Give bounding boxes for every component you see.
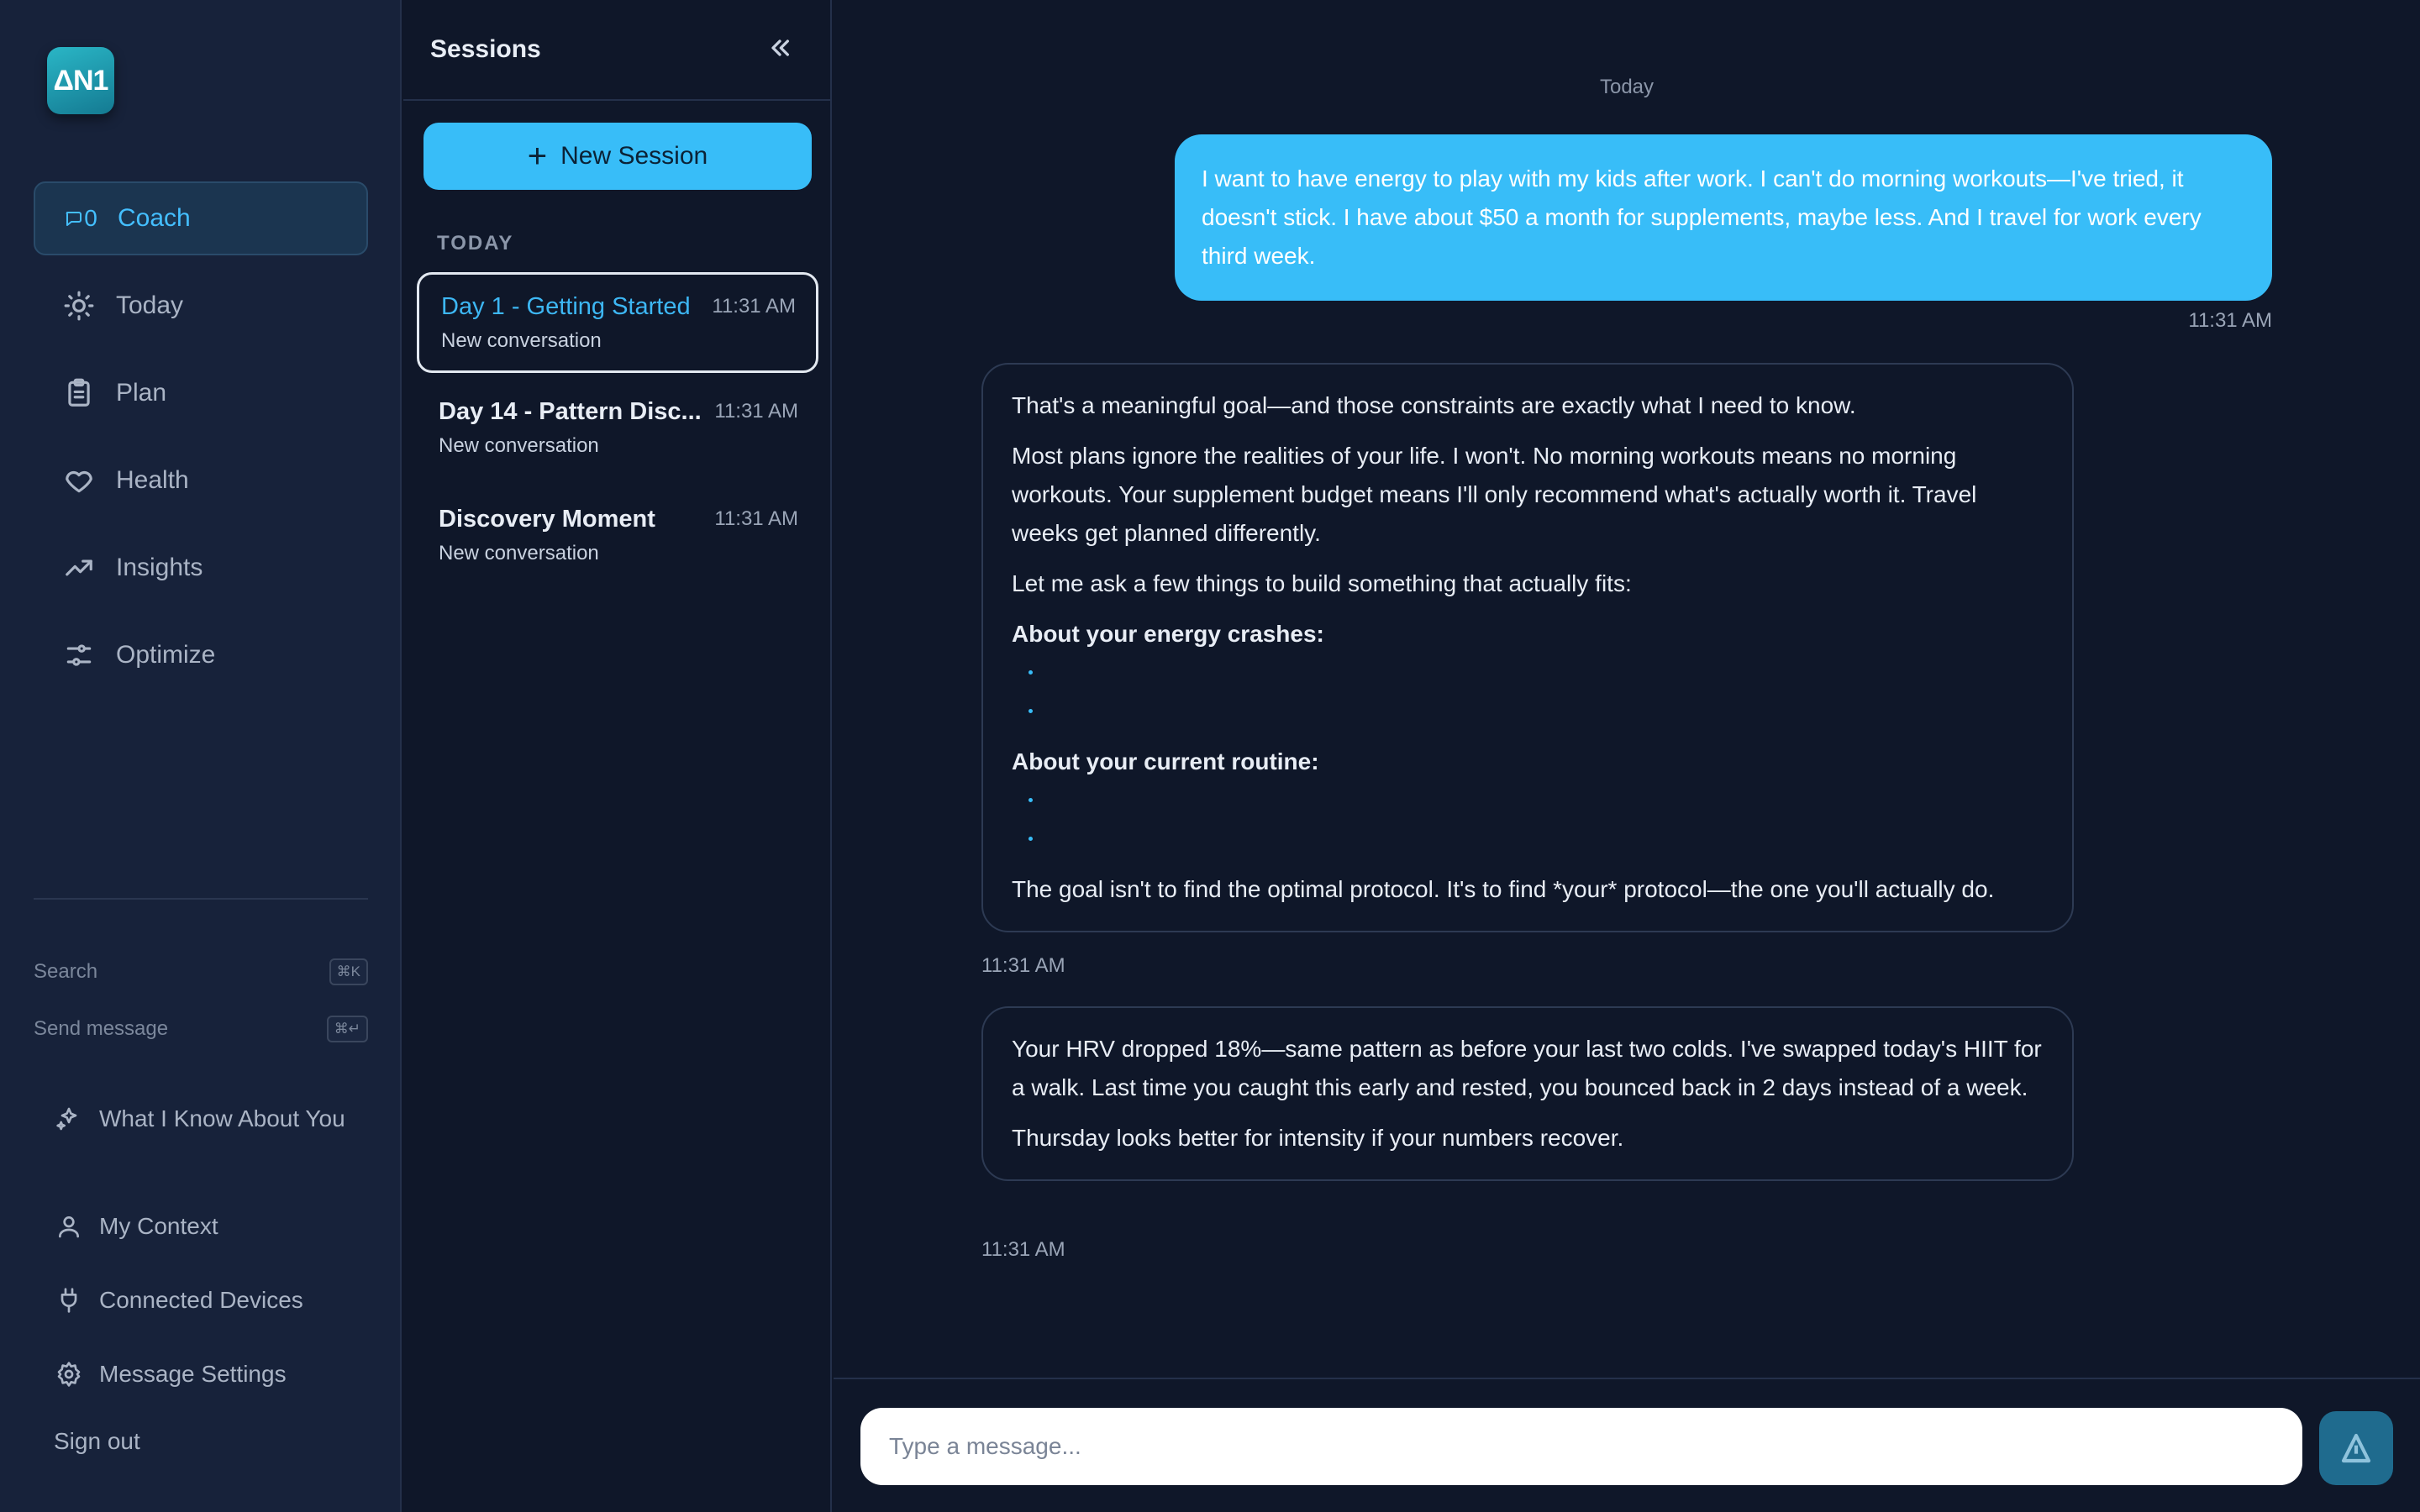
session-time: 11:31 AM xyxy=(712,295,796,318)
session-subtitle: New conversation xyxy=(439,434,599,457)
nav-item-label: Plan xyxy=(116,379,167,407)
date-separator: Today xyxy=(1599,76,1655,98)
send-icon xyxy=(2339,1431,2373,1465)
session-item[interactable] xyxy=(417,487,818,588)
app-logo[interactable]: ΔN1 xyxy=(47,47,114,114)
session-time: 11:31 AM xyxy=(714,507,798,530)
plus-icon: + xyxy=(527,138,548,175)
list-item xyxy=(1012,654,2044,692)
bullet-dot xyxy=(1028,670,1033,675)
message-paragraph: Thursday looks better for intensity if your numbers recover. xyxy=(1012,1125,1624,1151)
nav-item-health[interactable] xyxy=(34,444,368,517)
nav-message-settings[interactable] xyxy=(54,1357,356,1391)
session-title: Day 1 - Getting Started xyxy=(441,293,691,320)
sub-item-label: What I Know About You xyxy=(99,1105,345,1131)
message-timestamp: 11:31 AM xyxy=(2188,309,2272,332)
shortcut-key: ⌘↵ xyxy=(327,1016,368,1042)
clipboard-icon xyxy=(60,375,97,412)
sliders-icon xyxy=(60,637,97,674)
main-navigation xyxy=(0,0,402,1512)
list-item xyxy=(1012,692,2044,731)
sessions-header xyxy=(403,0,830,101)
sign-out-link[interactable]: Sign out xyxy=(54,1428,140,1454)
session-title: Discovery Moment xyxy=(439,506,655,533)
coach-message xyxy=(981,363,2074,932)
bullet-dot xyxy=(1028,709,1033,713)
new-session-button[interactable] xyxy=(424,123,812,190)
shortcut-key: ⌘K xyxy=(329,958,368,985)
nav-what-i-know[interactable] xyxy=(54,1102,356,1136)
list-item xyxy=(1012,820,2044,858)
nav-item-label: Coach xyxy=(118,204,191,232)
collapse-sidebar-button[interactable] xyxy=(766,34,793,66)
sessions-section-label: TODAY xyxy=(437,232,514,255)
nav-item-optimize[interactable] xyxy=(34,618,368,692)
message-timestamp: 11:31 AM xyxy=(981,1238,1065,1261)
sub-item-label: My Context xyxy=(99,1213,218,1239)
nav-item-today[interactable] xyxy=(34,269,368,343)
message-paragraph: Most plans ignore the realities of your life. I won't. No morning workouts means no morning workouts. Your supplement budget means I'll only recommend what's actually worth it. Travel weeks get planned differently. xyxy=(1012,443,1977,546)
sessions-title: Sessions xyxy=(430,35,541,63)
bullet-dot xyxy=(1028,798,1033,802)
nav-my-context[interactable] xyxy=(54,1210,356,1243)
user-message: I want to have energy to play with my kids after work. I can't do morning workouts—I've tried, it doesn't stick. I have about $50 a month for supplements, maybe less. And I travel for work every third week. xyxy=(1175,134,2272,301)
session-time: 11:31 AM xyxy=(714,400,798,423)
new-session-label: New Session xyxy=(560,142,708,170)
coach-badge: 0 xyxy=(84,205,97,231)
shortcut-search[interactable] xyxy=(34,955,368,989)
session-subtitle: New conversation xyxy=(441,329,602,352)
sub-item-label: Message Settings xyxy=(99,1361,287,1387)
chat-bubble-icon xyxy=(62,200,99,237)
nav-item-coach[interactable] xyxy=(34,181,368,255)
session-title: Day 14 - Pattern Disc... xyxy=(439,398,702,425)
coach-message xyxy=(981,1006,2074,1181)
list-item xyxy=(1012,781,2044,820)
sun-icon xyxy=(60,287,97,324)
trending-up-icon xyxy=(60,549,97,586)
nav-divider xyxy=(34,898,368,900)
nav-item-label: Health xyxy=(116,466,189,494)
chevrons-left-icon xyxy=(766,34,793,61)
nav-item-label: Today xyxy=(116,291,184,319)
nav-item-label: Insights xyxy=(116,554,203,581)
sub-item-label: Connected Devices xyxy=(99,1287,303,1313)
message-paragraph: That's a meaningful goal—and those constraints are exactly what I need to know. xyxy=(1012,392,1856,418)
message-paragraph: The goal isn't to find the optimal protocol. It's to find *your* protocol—the one you'll actually do. xyxy=(1012,876,1995,902)
message-paragraph: Let me ask a few things to build something that actually fits: xyxy=(1012,570,1632,596)
message-paragraph: Your HRV dropped 18%—same pattern as before your last two colds. I've swapped today's HIIT for a walk. Last time you caught this early and rested, you bounced back in 2 days instead of a week. xyxy=(1012,1036,2042,1100)
gear-icon xyxy=(54,1359,84,1389)
shortcut-label: Send message xyxy=(34,1017,169,1040)
sparkles-icon xyxy=(54,1104,84,1134)
heart-icon xyxy=(60,462,97,499)
nav-item-label: Optimize xyxy=(116,641,216,669)
nav-item-plan[interactable] xyxy=(34,356,368,430)
plug-icon xyxy=(54,1285,84,1315)
message-input[interactable]: Type a message... xyxy=(860,1408,2302,1485)
message-heading: About your energy crashes: xyxy=(1012,621,1324,647)
shortcut-label: Search xyxy=(34,960,98,983)
sessions-panel xyxy=(403,0,832,1512)
bullet-dot xyxy=(1028,837,1033,841)
session-item[interactable] xyxy=(417,380,818,480)
composer-divider xyxy=(834,1378,2420,1379)
session-item[interactable] xyxy=(417,272,818,373)
message-heading: About your current routine: xyxy=(1012,748,1319,774)
send-button[interactable] xyxy=(2319,1411,2393,1485)
user-icon xyxy=(54,1211,84,1242)
nav-connected-devices[interactable] xyxy=(54,1284,356,1317)
message-timestamp: 11:31 AM xyxy=(981,954,1065,977)
session-subtitle: New conversation xyxy=(439,542,599,564)
nav-item-insights[interactable] xyxy=(34,531,368,605)
chat-panel xyxy=(834,0,2420,1512)
shortcut-send-message[interactable] xyxy=(34,1012,368,1046)
